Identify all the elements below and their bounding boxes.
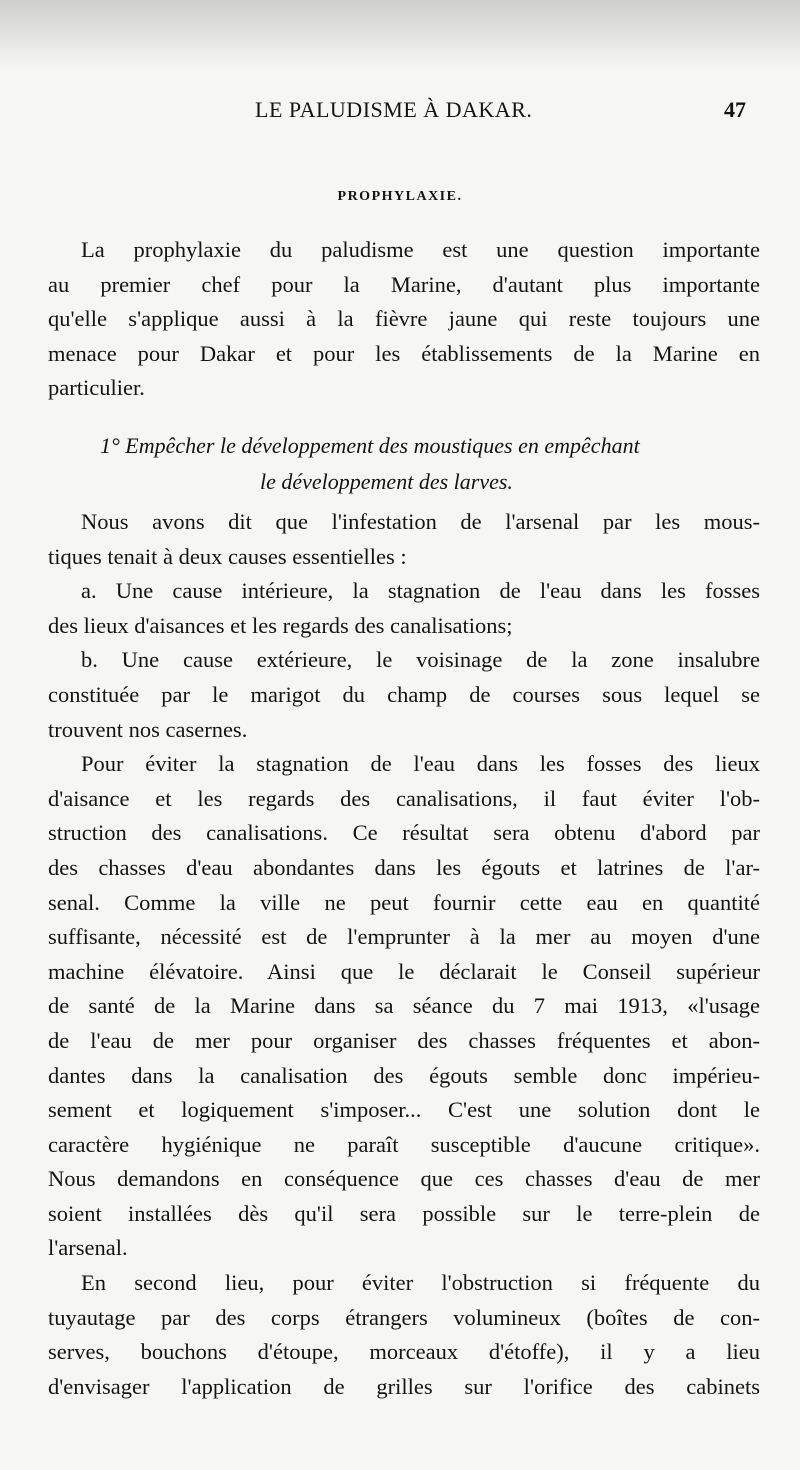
- text-line: constituée par le marigot du champ de courses sous lequel se: [48, 681, 760, 707]
- text-line: d'envisager l'application de grilles sur l'orifice des cabinets: [48, 1373, 760, 1399]
- running-title: LE PALUDISME À DAKAR.: [255, 97, 533, 122]
- text-line: En second lieu, pour éviter l'obstruction si fréquente du: [81, 1270, 760, 1296]
- text-line: Nous demandons en conséquence que ces chasses d'eau de mer: [48, 1166, 760, 1192]
- body-text: [48, 505, 760, 1404]
- text-line: Pour éviter la stagnation de l'eau dans les fosses des lieux: [81, 751, 760, 777]
- text-line: particulier.: [48, 375, 145, 401]
- text-line: serves, bouchons d'étoupe, morceaux d'étoffe), il y a lieu: [48, 1339, 760, 1365]
- text-line: l'arsenal.: [48, 1235, 128, 1261]
- text-line: suffisante, nécessité est de l'emprunter à la mer au moyen d'une: [48, 924, 760, 950]
- text-line: qu'elle s'applique aussi à la fièvre jaune qui reste toujours une: [48, 306, 760, 332]
- text-line: des lieux d'aisances et les regards des canalisations;: [48, 612, 513, 638]
- running-header: [0, 97, 800, 131]
- text-line: au premier chef pour la Marine, d'autant plus importante: [48, 271, 760, 297]
- text-line: senal. Comme la ville ne peut fournir cette eau en quantité: [48, 889, 760, 915]
- text-line: sement et logiquement s'imposer... C'est une solution dont le: [48, 1097, 760, 1123]
- text-line: d'aisance et les regards des canalisations, il faut éviter l'ob-: [48, 785, 760, 811]
- paragraph-intro: [48, 233, 760, 406]
- text-line: La prophylaxie du paludisme est une question importante: [81, 237, 760, 262]
- page-top-shadow: [0, 0, 800, 70]
- subheading: [0, 428, 800, 500]
- text-line: menace pour Dakar et pour les établissements de la Marine en: [48, 340, 760, 366]
- text-line: struction des canalisations. Ce résultat sera obtenu d'abord par: [48, 820, 760, 846]
- text-line: caractère hygiénique ne paraît susceptible d'aucune critique».: [48, 1131, 760, 1157]
- section-title: PROPHYLAXIE.: [337, 189, 463, 204]
- text-line: machine élévatoire. Ainsi que le déclarait le Conseil supérieur: [48, 958, 760, 984]
- text-line: des chasses d'eau abondantes dans les égouts et latrines de l'ar-: [48, 854, 760, 880]
- subheading-line: 1° Empêcher le développement des moustiques en empêchant: [100, 433, 640, 458]
- text-line: tiques tenait à deux causes essentielles :: [48, 543, 407, 569]
- subheading-line: le développement des larves.: [260, 469, 513, 494]
- text-line: de santé de la Marine dans sa séance du 7 mai 1913, «l'usage: [48, 993, 760, 1019]
- text-line: de l'eau de mer pour organiser des chasses fréquentes et abon-: [48, 1027, 760, 1053]
- text-line: b. Une cause extérieure, le voisinage de la zone insalubre: [81, 647, 760, 673]
- page-number: 47: [724, 97, 746, 122]
- text-line: a. Une cause intérieure, la stagnation de l'eau dans les fosses: [81, 578, 760, 604]
- text-line: soient installées dès qu'il sera possible sur le terre-plein de: [48, 1200, 760, 1226]
- text-line: dantes dans la canalisation des égouts semble donc impérieu-: [48, 1062, 760, 1088]
- text-line: trouvent nos casernes.: [48, 716, 248, 742]
- text-line: Nous avons dit que l'infestation de l'arsenal par les mous-: [81, 509, 760, 534]
- text-line: tuyautage par des corps étrangers volumineux (boîtes de con-: [48, 1304, 760, 1330]
